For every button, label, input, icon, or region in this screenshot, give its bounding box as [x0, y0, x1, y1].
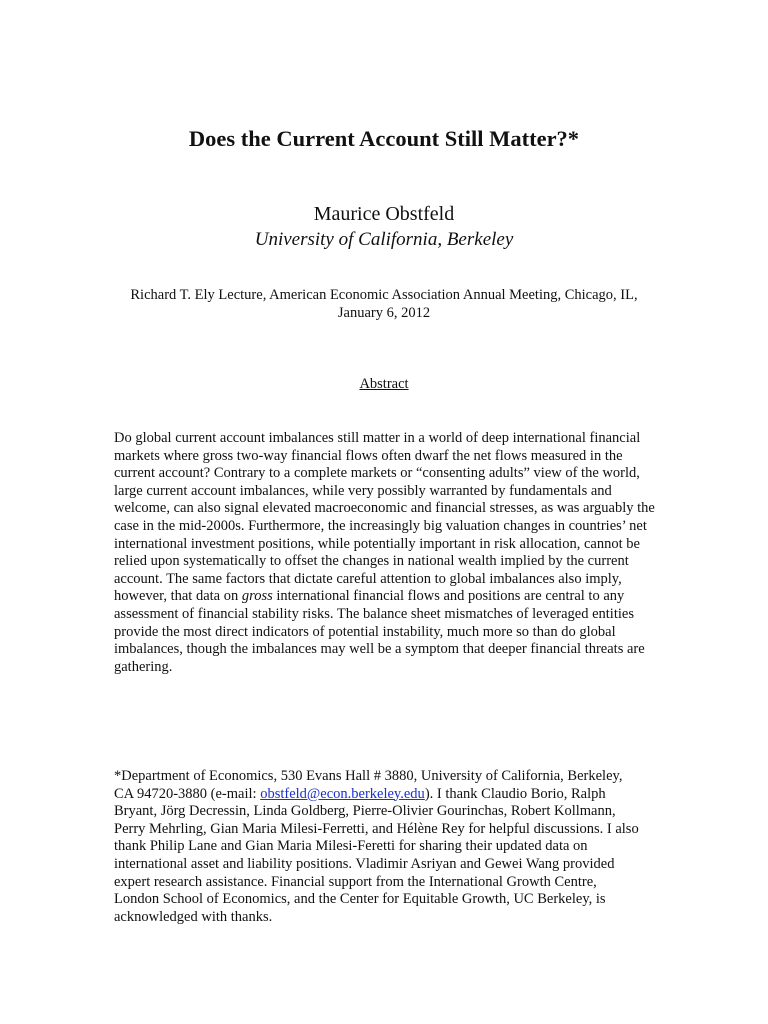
footnote-text-part2: ). I thank Claudio Borio, Ralph Bryant, Jörg Decressin, Linda Goldberg, Pierre-Olivier Gourinchas, Robert Kollmann, Perry Mehrling, Gian Maria Milesi-Ferretti, and Hélène Rey for helpful discussions. I also thank Philip Lane and Gian Maria Milesi-Feretti for sharing their updated data on international asset and liability positions. Vladimir Asriyan and Gewei Wang provided expert research assistance. Financial support from the International Growth Centre, London School of Economics, and the Center for Equitable Growth, UC Berkeley, is acknowledged with thanks. — [114, 785, 639, 925]
lecture-event-line: Richard T. Ely Lecture, American Economic Association Annual Meeting, Chicago, IL, — [130, 287, 638, 303]
footnote-text-part1: *Department of Economics, 530 Evans Hall # 3880, University of California, Berkeley, CA 94720-3880 (e-mail: — [114, 768, 623, 802]
author-name: Maurice Obstfeld — [313, 203, 455, 225]
paper-title: Does the Current Account Still Matter?* — [188, 126, 580, 151]
author-footnote — [114, 768, 644, 926]
email-link[interactable]: obstfeld@econ.berkeley.edu — [260, 785, 425, 802]
abstract-italic-word: gross — [241, 588, 273, 605]
lecture-info — [0, 286, 768, 322]
author-affiliation: University of California, Berkeley — [254, 229, 514, 250]
abstract-body — [114, 430, 660, 676]
abstract-heading-text: Abstract — [359, 376, 409, 392]
abstract-text-part2: international financial flows and positions are central to any assessment of financial stability risks. The balance sheet mismatches of leveraged entities provide the most direct indicators of potential instability, much more so than do global imbalances, though the imbalances may well be a symptom that deeper financial threats are gathering. — [114, 588, 645, 675]
lecture-date-line: January 6, 2012 — [337, 305, 431, 321]
abstract-text-part1: Do global current account imbalances still matter in a world of deep international financial markets where gross two-way financial flows often dwarf the net flows measured in the current account? Contrary to a complete markets or “consenting adults” view of the world, large current account imbalances, while very possibly warranted by fundamentals and welcome, can also signal elevated macroeconomic and financial stresses, as was arguably the case in the mid-2000s. Furthermore, the increasingly big valuation changes in countries’ net international investment positions, while potentially important in risk allocation, cannot be relied upon systematically to offset the changes in national wealth implied by the current account. The same factors that dictate careful attention to global imbalances also imply, however, that data on — [114, 430, 655, 605]
abstract-heading — [0, 375, 768, 393]
